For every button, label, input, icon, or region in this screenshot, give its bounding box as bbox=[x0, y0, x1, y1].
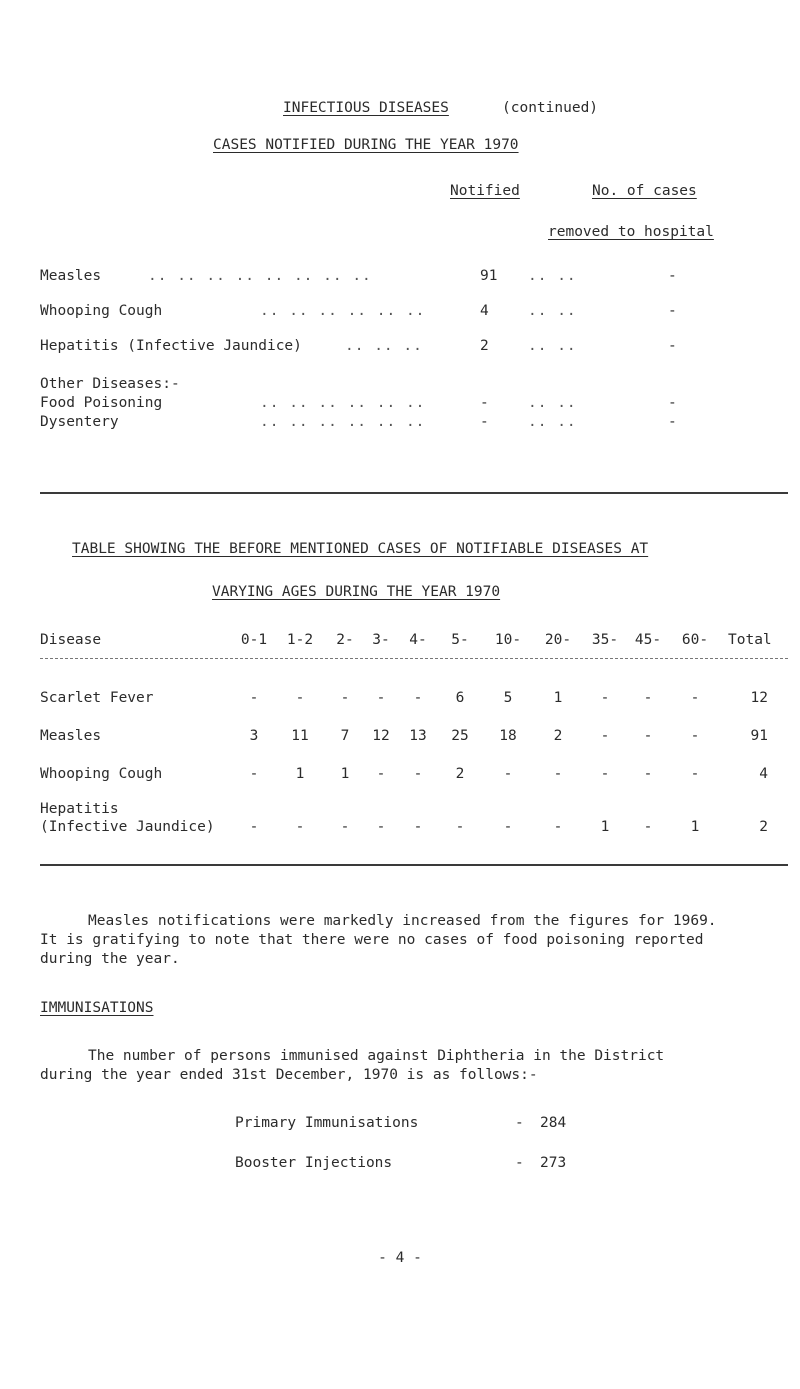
leader-dots: .. .. .. .. .. .. bbox=[260, 395, 426, 411]
table-cell: - bbox=[643, 690, 653, 706]
header-age: 45- bbox=[634, 632, 662, 648]
header-age: 5- bbox=[451, 632, 469, 648]
immunisations-text: during the year ended 31st December, 1970 is as follows:- bbox=[40, 1067, 538, 1083]
leader-dots: .. .. .. .. .. .. bbox=[260, 303, 426, 319]
col-removed-header-2: removed to hospital bbox=[548, 224, 714, 240]
col-removed-header-1: No. of cases bbox=[592, 183, 697, 199]
leader-dots: .. .. .. .. .. .. bbox=[260, 414, 426, 430]
table-cell: - bbox=[643, 766, 653, 782]
removed-count: - bbox=[668, 395, 677, 411]
removed-count: - bbox=[668, 268, 677, 284]
header-age: 10- bbox=[494, 632, 522, 648]
table-cell: - bbox=[503, 819, 513, 835]
header-age: 35- bbox=[591, 632, 619, 648]
table-cell: - bbox=[295, 819, 305, 835]
table-cell: - bbox=[376, 690, 386, 706]
header-divider bbox=[40, 658, 788, 659]
disease-name: Hepatitis bbox=[40, 801, 119, 817]
disease-name-detail: (Infective Jaundice) bbox=[40, 819, 215, 835]
table-cell: - bbox=[503, 766, 513, 782]
table-cell: 1 bbox=[340, 766, 350, 782]
header-age: 3- bbox=[372, 632, 390, 648]
disease-name: Food Poisoning bbox=[40, 395, 163, 411]
leader-dots: .. .. bbox=[528, 303, 577, 319]
disease-name: Whooping Cough bbox=[40, 766, 163, 782]
header-age: 0-1 bbox=[240, 632, 268, 648]
row-total: 4 bbox=[759, 766, 768, 782]
other-diseases-heading: Other Diseases:- bbox=[40, 376, 180, 392]
page-title: INFECTIOUS DISEASES bbox=[283, 100, 449, 116]
section-divider bbox=[40, 492, 788, 494]
table-cell: 1 bbox=[600, 819, 610, 835]
immunisations-heading: IMMUNISATIONS bbox=[40, 1000, 154, 1016]
disease-name: Measles bbox=[40, 728, 102, 744]
leader-dots: .. .. .. .. .. .. .. .. bbox=[148, 268, 372, 284]
table-cell: - bbox=[413, 819, 423, 835]
table-cell: 6 bbox=[455, 690, 465, 706]
table-cell: - bbox=[295, 690, 305, 706]
table-cell: 11 bbox=[291, 728, 309, 744]
header-age: 1-2 bbox=[286, 632, 314, 648]
notified-count: - bbox=[480, 414, 489, 430]
immunisation-dash: - bbox=[515, 1115, 524, 1131]
immunisation-value: 284 bbox=[540, 1115, 567, 1131]
section-subtitle: CASES NOTIFIED DURING THE YEAR 1970 bbox=[213, 137, 519, 153]
leader-dots: .. .. bbox=[528, 395, 577, 411]
table-cell: - bbox=[600, 690, 610, 706]
table-cell: - bbox=[553, 819, 563, 835]
header-age: 20- bbox=[544, 632, 572, 648]
disease-name: Whooping Cough bbox=[40, 303, 163, 319]
row-total: 2 bbox=[759, 819, 768, 835]
table-cell: - bbox=[376, 819, 386, 835]
table-cell: 12 bbox=[372, 728, 390, 744]
table-cell: 13 bbox=[409, 728, 427, 744]
table-cell: - bbox=[340, 690, 350, 706]
table-cell: - bbox=[413, 766, 423, 782]
header-age: 60- bbox=[681, 632, 709, 648]
removed-count: - bbox=[668, 303, 677, 319]
removed-count: - bbox=[668, 414, 677, 430]
table-cell: - bbox=[455, 819, 465, 835]
table-cell: - bbox=[643, 728, 653, 744]
table-cell: 7 bbox=[340, 728, 350, 744]
row-total: 91 bbox=[750, 728, 768, 744]
col-notified-header: Notified bbox=[450, 183, 520, 199]
header-age: 4- bbox=[409, 632, 427, 648]
table-cell: - bbox=[690, 728, 700, 744]
table-cell: 1 bbox=[690, 819, 700, 835]
leader-dots: .. .. .. bbox=[345, 338, 423, 354]
notified-count: 4 bbox=[480, 303, 489, 319]
disease-name: Dysentery bbox=[40, 414, 119, 430]
table-cell: - bbox=[690, 766, 700, 782]
section-divider bbox=[40, 864, 788, 866]
table-cell: - bbox=[643, 819, 653, 835]
notified-count: 91 bbox=[480, 268, 498, 284]
table-cell: 1 bbox=[553, 690, 563, 706]
table-cell: - bbox=[413, 690, 423, 706]
row-total: 12 bbox=[750, 690, 768, 706]
immunisation-dash: - bbox=[515, 1155, 524, 1171]
table-cell: 2 bbox=[553, 728, 563, 744]
removed-count: - bbox=[668, 338, 677, 354]
notified-count: 2 bbox=[480, 338, 489, 354]
disease-name: Hepatitis (Infective Jaundice) bbox=[40, 338, 302, 354]
table-cell: 3 bbox=[249, 728, 259, 744]
paragraph-line: during the year. bbox=[40, 951, 180, 967]
header-age: 2- bbox=[336, 632, 354, 648]
leader-dots: .. .. bbox=[528, 414, 577, 430]
table-cell: 25 bbox=[451, 728, 469, 744]
leader-dots: .. .. bbox=[528, 338, 577, 354]
header-disease: Disease bbox=[40, 632, 102, 648]
table-cell: 18 bbox=[499, 728, 517, 744]
table-cell: - bbox=[249, 766, 259, 782]
disease-name: Measles bbox=[40, 268, 102, 284]
table-cell: - bbox=[340, 819, 350, 835]
leader-dots: .. .. bbox=[528, 268, 577, 284]
notified-count: - bbox=[480, 395, 489, 411]
table-cell: - bbox=[553, 766, 563, 782]
table-cell: - bbox=[600, 766, 610, 782]
age-table-title: TABLE SHOWING THE BEFORE MENTIONED CASES OF NOTIFIABLE DISEASES AT bbox=[72, 541, 649, 557]
table-cell: - bbox=[249, 690, 259, 706]
table-cell: 5 bbox=[503, 690, 513, 706]
table-cell: - bbox=[690, 690, 700, 706]
immunisation-label: Primary Immunisations bbox=[235, 1115, 419, 1131]
table-cell: - bbox=[600, 728, 610, 744]
table-cell: - bbox=[249, 819, 259, 835]
disease-name: Scarlet Fever bbox=[40, 690, 154, 706]
paragraph-line: It is gratifying to note that there were no cases of food poisoning reported bbox=[40, 932, 704, 948]
table-cell: 1 bbox=[295, 766, 305, 782]
table-cell: 2 bbox=[455, 766, 465, 782]
title-continued: (continued) bbox=[502, 100, 599, 116]
page-number: - 4 - bbox=[378, 1250, 422, 1266]
paragraph-line: Measles notifications were markedly increased from the figures for 1969. bbox=[88, 913, 717, 929]
immunisation-value: 273 bbox=[540, 1155, 567, 1171]
immunisation-label: Booster Injections bbox=[235, 1155, 393, 1171]
age-table-subtitle: VARYING AGES DURING THE YEAR 1970 bbox=[212, 584, 501, 600]
table-cell: - bbox=[376, 766, 386, 782]
header-total: Total bbox=[728, 632, 772, 648]
immunisations-text: The number of persons immunised against Diphtheria in the District bbox=[88, 1048, 665, 1064]
